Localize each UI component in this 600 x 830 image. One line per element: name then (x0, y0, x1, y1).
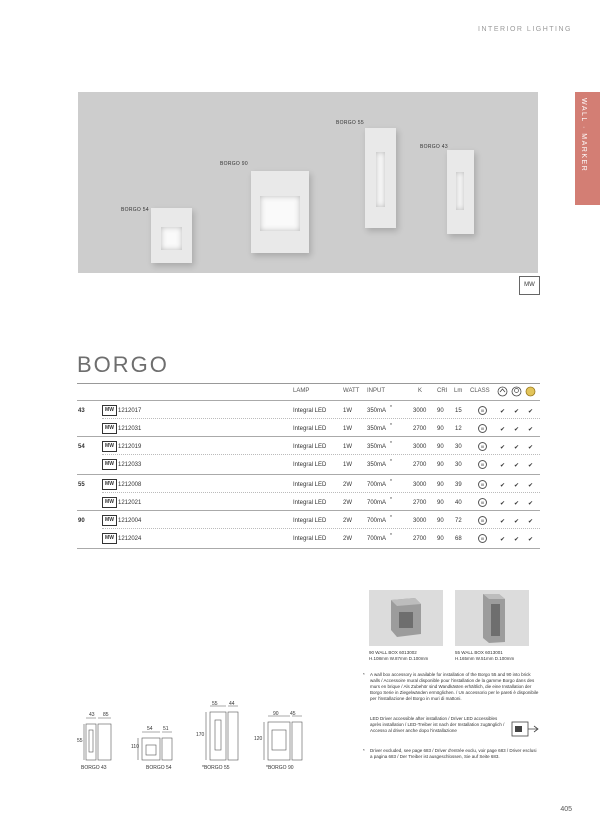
dim-borgo-54-depth: 51 (163, 726, 169, 732)
class-iii-badge: III (478, 424, 487, 433)
divider (77, 383, 540, 384)
class-iii-badge: III (478, 498, 487, 507)
row-lm: 30 (455, 444, 462, 450)
row-cri: 90 (437, 462, 444, 468)
row-cri: 90 (437, 536, 444, 542)
table-row (0, 402, 600, 420)
borgo-55-fixture (365, 128, 396, 228)
row-check-dimmable: ✔ (500, 537, 506, 543)
row-check-bulb: ✔ (514, 501, 520, 507)
row-lm: 72 (455, 518, 462, 524)
dim-borgo-54-width: 54 (147, 726, 153, 732)
hero-label-borgo-55: BORGO 55 (336, 120, 364, 126)
class-iii-badge: III (478, 460, 487, 469)
header-watt: WATT (343, 388, 360, 394)
row-input-note: * (390, 533, 392, 539)
row-k: 2700 (413, 500, 427, 506)
table-row (0, 494, 600, 512)
group-divider (77, 400, 540, 401)
dim-borgo-90-depth: 45 (290, 711, 296, 717)
wall-box-90-image (369, 590, 443, 646)
header-input: INPUT (367, 388, 385, 394)
row-check-warm: ✔ (528, 519, 534, 525)
row-check-dimmable: ✔ (500, 501, 506, 507)
table-row (0, 476, 600, 494)
class-iii-badge: III (478, 516, 487, 525)
drawing-label-borgo-43: BORGO 43 (81, 765, 107, 771)
class-iii-badge: III (478, 442, 487, 451)
table-row (0, 512, 600, 530)
row-lamp: Integral LED (293, 462, 327, 468)
row-watt: 2W (343, 482, 352, 488)
row-input: 350mA (367, 408, 387, 414)
row-k: 2700 (413, 462, 427, 468)
mw-badge: MW (102, 405, 117, 416)
row-watt: 2W (343, 518, 352, 524)
hero-photo (78, 92, 538, 273)
driver-access-note: LED Driver accessible after installation / Driver LED accessibles après installation / LED-Treiber ist nach der Installation zugänglich / Accesso al driver anche dopo l'installazione (370, 716, 505, 733)
row-watt: 1W (343, 408, 352, 414)
mw-badge: MW (102, 459, 117, 470)
dim-borgo-90-width: 90 (273, 711, 279, 717)
drawing-label-borgo-55: *BORGO 55 (202, 765, 230, 771)
row-cri: 90 (437, 518, 444, 524)
driver-access-icon (510, 718, 540, 740)
row-input-note: * (390, 497, 392, 503)
hero-label-borgo-43: BORGO 43 (420, 144, 448, 150)
row-k: 2700 (413, 426, 427, 432)
row-input-note: * (390, 479, 392, 485)
row-watt: 2W (343, 536, 352, 542)
row-k: 3000 (413, 518, 427, 524)
row-input-note: * (390, 423, 392, 429)
row-check-dimmable: ✔ (500, 445, 506, 451)
row-k: 2700 (413, 536, 427, 542)
dim-borgo-90-height: 120 (254, 736, 263, 742)
row-watt: 1W (343, 426, 352, 432)
mw-badge: MW (102, 423, 117, 434)
header-k: K (418, 388, 423, 394)
category-tab[interactable] (575, 92, 600, 205)
header-class: CLASS (470, 388, 490, 394)
wall-box-90-caption: 90 WALL BOX 6013002 H.108mm W.87mm D.100mm (369, 650, 429, 661)
row-group: 55 (78, 482, 85, 488)
row-check-bulb: ✔ (514, 483, 520, 489)
row-lm: 40 (455, 500, 462, 506)
row-check-dimmable: ✔ (500, 519, 506, 525)
row-input-note: * (390, 515, 392, 521)
mw-badge: MW (102, 515, 117, 526)
row-lamp: Integral LED (293, 444, 327, 450)
row-check-bulb: ✔ (514, 409, 520, 415)
row-lamp: Integral LED (293, 426, 327, 432)
row-lamp: Integral LED (293, 536, 327, 542)
row-cri: 90 (437, 482, 444, 488)
row-code: 1212019 (118, 444, 142, 450)
hero-label-borgo-90: BORGO 90 (220, 161, 248, 167)
page-number: 405 (560, 806, 572, 813)
row-k: 3000 (413, 482, 427, 488)
row-input: 700mA (367, 536, 387, 542)
row-input: 700mA (367, 482, 387, 488)
product-title: BORGO (77, 352, 169, 377)
row-cri: 90 (437, 426, 444, 432)
borgo-90-fixture (251, 171, 309, 253)
class-iii-badge: III (478, 406, 487, 415)
row-watt: 2W (343, 500, 352, 506)
row-check-dimmable: ✔ (500, 427, 506, 433)
row-lm: 15 (455, 408, 462, 414)
row-input: 700mA (367, 518, 387, 524)
row-group: 90 (78, 518, 85, 524)
row-check-warm: ✔ (528, 427, 534, 433)
mw-badge: MW (102, 533, 117, 544)
technical-drawings (76, 700, 366, 772)
row-check-dimmable: ✔ (500, 463, 506, 469)
borgo-54-fixture (151, 208, 192, 263)
row-group: 43 (78, 408, 85, 414)
row-input: 700mA (367, 500, 387, 506)
row-check-bulb: ✔ (514, 519, 520, 525)
wall-box-note: * A wall box accessory is available for installation of the Borgo 55 and 90 into brick walls / Accessoire mural disponible pour l'installation de la gamme Borgo dans des murs en brique / Als Zubehör sind Wandkästen erhältlich, die eine Installation der Borgo Serie in Ziegelwänden ermöglichen. / Un accessorio per le pareti è disponibile per l'installazione del Borgo in muri di mattoni. (363, 672, 539, 701)
row-input: 350mA (367, 444, 387, 450)
mw-badge: MW (519, 276, 540, 295)
row-watt: 1W (343, 444, 352, 450)
row-lm: 39 (455, 482, 462, 488)
hero-label-borgo-54: BORGO 54 (121, 207, 149, 213)
dim-borgo-54-height: 110 (131, 744, 139, 750)
row-check-warm: ✔ (528, 463, 534, 469)
row-lamp: Integral LED (293, 482, 327, 488)
class-iii-badge: III (478, 534, 487, 543)
row-code: 1212021 (118, 500, 142, 506)
dim-borgo-55-depth: 44 (229, 701, 235, 707)
row-cri: 90 (437, 408, 444, 414)
mw-badge: MW (102, 479, 117, 490)
row-lm: 12 (455, 426, 462, 432)
group-divider (77, 548, 540, 549)
dimmable-icon (497, 386, 508, 397)
row-lamp: Integral LED (293, 408, 327, 414)
row-check-dimmable: ✔ (500, 483, 506, 489)
row-code: 1212031 (118, 426, 142, 432)
mw-badge: MW (102, 497, 117, 508)
row-code: 1212004 (118, 518, 142, 524)
dim-borgo-43-height: 55 (77, 738, 83, 744)
borgo-43-fixture (447, 150, 474, 234)
driver-excluded-note: * Driver excluded, see page 683 / Driver d'entrée exclu, voir page 683 / Driver esclusi a pagina 683 / Der Treiber ist ausgeschlossen, Sie auf Seite 683. (363, 748, 537, 759)
table-row (0, 438, 600, 456)
table-row (0, 530, 600, 548)
dim-borgo-55-height: 170 (196, 732, 205, 738)
row-group: 54 (78, 444, 85, 450)
row-check-warm: ✔ (528, 409, 534, 415)
row-check-bulb: ✔ (514, 463, 520, 469)
group-divider (77, 474, 540, 475)
row-lamp: Integral LED (293, 518, 327, 524)
row-check-warm: ✔ (528, 445, 534, 451)
row-check-bulb: ✔ (514, 427, 520, 433)
section-title: INTERIOR LIGHTING (478, 26, 572, 33)
row-code: 1212033 (118, 462, 142, 468)
table-row (0, 456, 600, 474)
dim-borgo-43-width: 43 (89, 712, 95, 718)
row-check-warm: ✔ (528, 501, 534, 507)
row-k: 3000 (413, 408, 427, 414)
bulb-icon (511, 386, 522, 397)
wall-box-55-caption: 55 WALL BOX 6013001 H.165mm W.51mm D.100mm (455, 650, 515, 661)
row-code: 1212017 (118, 408, 142, 414)
warm-light-icon (525, 386, 536, 397)
row-cri: 90 (437, 500, 444, 506)
row-lm: 68 (455, 536, 462, 542)
row-lamp: Integral LED (293, 500, 327, 506)
class-iii-badge: III (478, 480, 487, 489)
wall-box-55-image (455, 590, 529, 646)
row-check-dimmable: ✔ (500, 409, 506, 415)
mw-badge: MW (102, 441, 117, 452)
drawing-label-borgo-90: *BORGO 90 (266, 765, 294, 771)
row-check-bulb: ✔ (514, 537, 520, 543)
row-input-note: * (390, 459, 392, 465)
header-cri: CRI (437, 388, 448, 394)
drawing-label-borgo-54: BORGO 54 (146, 765, 172, 771)
row-lm: 30 (455, 462, 462, 468)
row-check-bulb: ✔ (514, 445, 520, 451)
table-row (0, 420, 600, 438)
row-input-note: * (390, 405, 392, 411)
row-code: 1212008 (118, 482, 142, 488)
row-input: 350mA (367, 426, 387, 432)
row-input-note: * (390, 441, 392, 447)
row-check-warm: ✔ (528, 483, 534, 489)
row-k: 3000 (413, 444, 427, 450)
header-lm: Lm (454, 388, 463, 394)
dim-borgo-55-width: 55 (212, 701, 218, 707)
row-code: 1212024 (118, 536, 142, 542)
header-lamp: LAMP (293, 388, 310, 394)
row-input: 350mA (367, 462, 387, 468)
row-check-warm: ✔ (528, 537, 534, 543)
row-cri: 90 (437, 444, 444, 450)
category-tab-label: WALL · MARKER (580, 98, 587, 173)
row-watt: 1W (343, 462, 352, 468)
dim-borgo-43-depth: 85 (103, 712, 109, 718)
